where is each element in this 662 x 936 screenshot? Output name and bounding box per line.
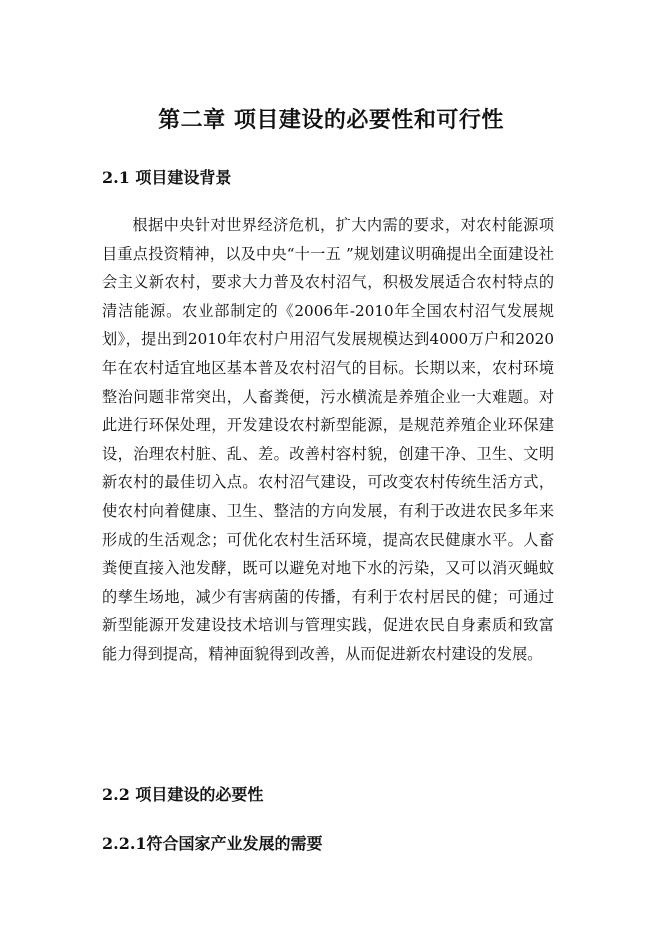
section-heading-2-1: 2.1 项目建设背景	[102, 168, 232, 187]
section-2-1-paragraph: 根据中央针对世界经济危机，扩大内需的要求，对农村能源项目重点投资精神，以及中央“十一五 ”规划建议明确提出全面建设社会主义新农村，要求大力普及农村沼气，积极发展适合农村特点的清洁能源。农业部制定的《2006年-2010年全国农村沼气发展规划》，提出到2010年农村户用沼气发展规模达到4000万户和2020年在农村适宜地区基本普及农村沼气的目标。长期以来，农村环境整治问题非常突出，人畜粪便，污水横流是养殖企业一大难题。对此进行环保处理，开发建设农村新型能源，是规范养殖企业环保建设，治理农村脏、乱、差。改善村容村貌，创建干净、卫生、文明新农村的最佳切入点。农村沼气建设，可改变农村传统生活方式，使农村向着健康、卫生、整洁的方向发展，有利于改进农民多年来形成的生活观念；可优化农村生活环境，提高农民健康水平。人畜粪便直接入池发酵，既可以避免对地下水的污染，又可以消灭蝇蚊的孳生场地，减少有害病菌的传播，有利于农村居民的健；可通过新型能源开发建设技术培训与管理实践，促进农民自身素质和致富能力得到提高，精神面貌得到改善，从而促进新农村建设的发展。	[102, 216, 554, 663]
chapter-title: 第二章 项目建设的必要性和可行性	[158, 107, 504, 133]
section-heading-2-2-1: 2.2.1符合国家产业发展的需要	[102, 834, 323, 853]
section-heading-2-2: 2.2 项目建设的必要性	[102, 785, 264, 804]
